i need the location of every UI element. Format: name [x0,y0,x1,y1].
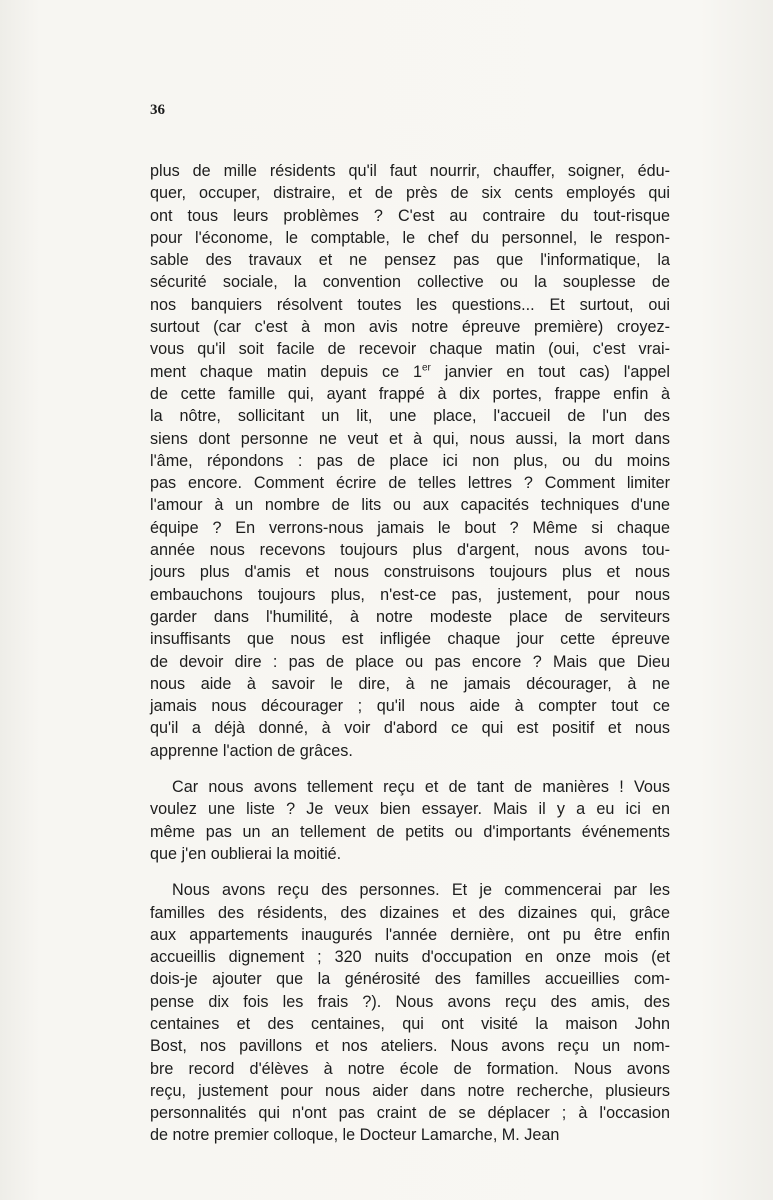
page-number: 36 [150,102,165,118]
text-line: aux appartements inaugurés l'année dernière, ont pu être enfin [150,925,670,944]
text-line: année nous recevons toujours plus d'argent, nous avons tou- [150,541,670,560]
text-line: centaines et des centaines, qui ont visité la maison John [150,1014,670,1033]
text-line: de notre premier colloque, le Docteur Lamarche, M. Jean [150,1126,560,1145]
text-line: apprenne l'action de grâces. [150,741,353,760]
text-line: ment chaque matin depuis ce 1er janvier en tout cas) l'appel [150,362,670,381]
text-line: familles des résidents, des dizaines et des dizaines qui, grâce [150,903,670,922]
paragraph [150,776,670,865]
text-line: l'amour à un nombre de lits ou aux capacités techniques d'une [150,496,670,515]
text-line: jamais nous décourager ; qu'il nous aide à compter tout ce [150,697,670,716]
text-line: garder dans l'humilité, à notre modeste place de serviteurs [150,607,670,626]
paragraph [150,160,670,762]
text-line: ont tous leurs problèmes ? C'est au contraire du tout-risque [150,206,670,225]
text-line: quer, occuper, distraire, et de près de six cents employés qui [150,184,670,203]
text-line: surtout (car c'est à mon avis notre épreuve première) croyez- [150,318,670,337]
text-line: pense dix fois les frais ?). Nous avons reçu des amis, des [150,992,670,1011]
text-line: la nôtre, sollicitant un lit, une place, l'accueil de l'un des [150,407,670,426]
text-line: dois-je ajouter que la générosité des familles accueillies com- [150,970,670,989]
text-line: pas encore. Comment écrire de telles lettres ? Comment limiter [150,474,670,493]
text-line: nos banquiers résolvent toutes les questions... Et surtout, oui [150,295,670,314]
text-line: équipe ? En verrons-nous jamais le bout ? Même si chaque [150,518,670,537]
text-line: insuffisants que nous est infligée chaque jour cette épreuve [150,630,670,649]
text-line: de devoir dire : pas de place ou pas encore ? Mais que Dieu [150,652,670,671]
text-line: pour l'économe, le comptable, le chef du personnel, le respon- [150,228,670,247]
text-line: embauchons toujours plus, n'est-ce pas, justement, pour nous [150,585,670,604]
text-line: Nous avons reçu des personnes. Et je commencerai par les [172,881,670,900]
text-line: reçu, justement pour nous aider dans notre recherche, plusieurs [150,1081,670,1100]
text-line: voulez une liste ? Je veux bien essayer. Mais il y a eu ici en [150,800,670,819]
text-line: de cette famille qui, ayant frappé à dix portes, frappe enfin à [150,384,670,403]
text-line: accueillis dignement ; 320 nuits d'occupation en onze mois (et [150,948,670,967]
text-line: Bost, nos pavillons et nos ateliers. Nous avons reçu un nom- [150,1037,670,1056]
text-line: sable des travaux et ne pensez pas que l'informatique, la [150,251,670,270]
text-line: vous qu'il soit facile de recevoir chaque matin (oui, c'est vrai- [150,340,670,359]
paragraph [150,879,670,1147]
body-text [150,160,670,1147]
text-line: sécurité sociale, la convention collective ou la souplesse de [150,273,670,292]
text-line: l'âme, répondons : pas de place ici non plus, ou du moins [150,451,670,470]
text-line: même pas un an tellement de petits ou d'importants événements [150,822,670,841]
text-line: Car nous avons tellement reçu et de tant de manières ! Vous [172,778,670,797]
text-line: plus de mille résidents qu'il faut nourrir, chauffer, soigner, édu- [150,162,670,180]
text-line: bre record d'élèves à notre école de formation. Nous avons [150,1059,670,1078]
text-line: que j'en oublierai la moitié. [150,844,342,863]
text-line: qu'il a déjà donné, à voir d'abord ce qui est positif et nous [150,719,670,738]
text-line: nous aide à savoir le dire, à ne jamais décourager, à ne [150,674,670,693]
text-line: siens dont personne ne veut et à qui, nous aussi, la mort dans [150,429,670,448]
text-line: personnalités qui n'ont pas craint de se déplacer ; à l'occasion [150,1104,670,1123]
text-line: jours plus d'amis et nous construisons toujours plus et nous [150,563,670,582]
